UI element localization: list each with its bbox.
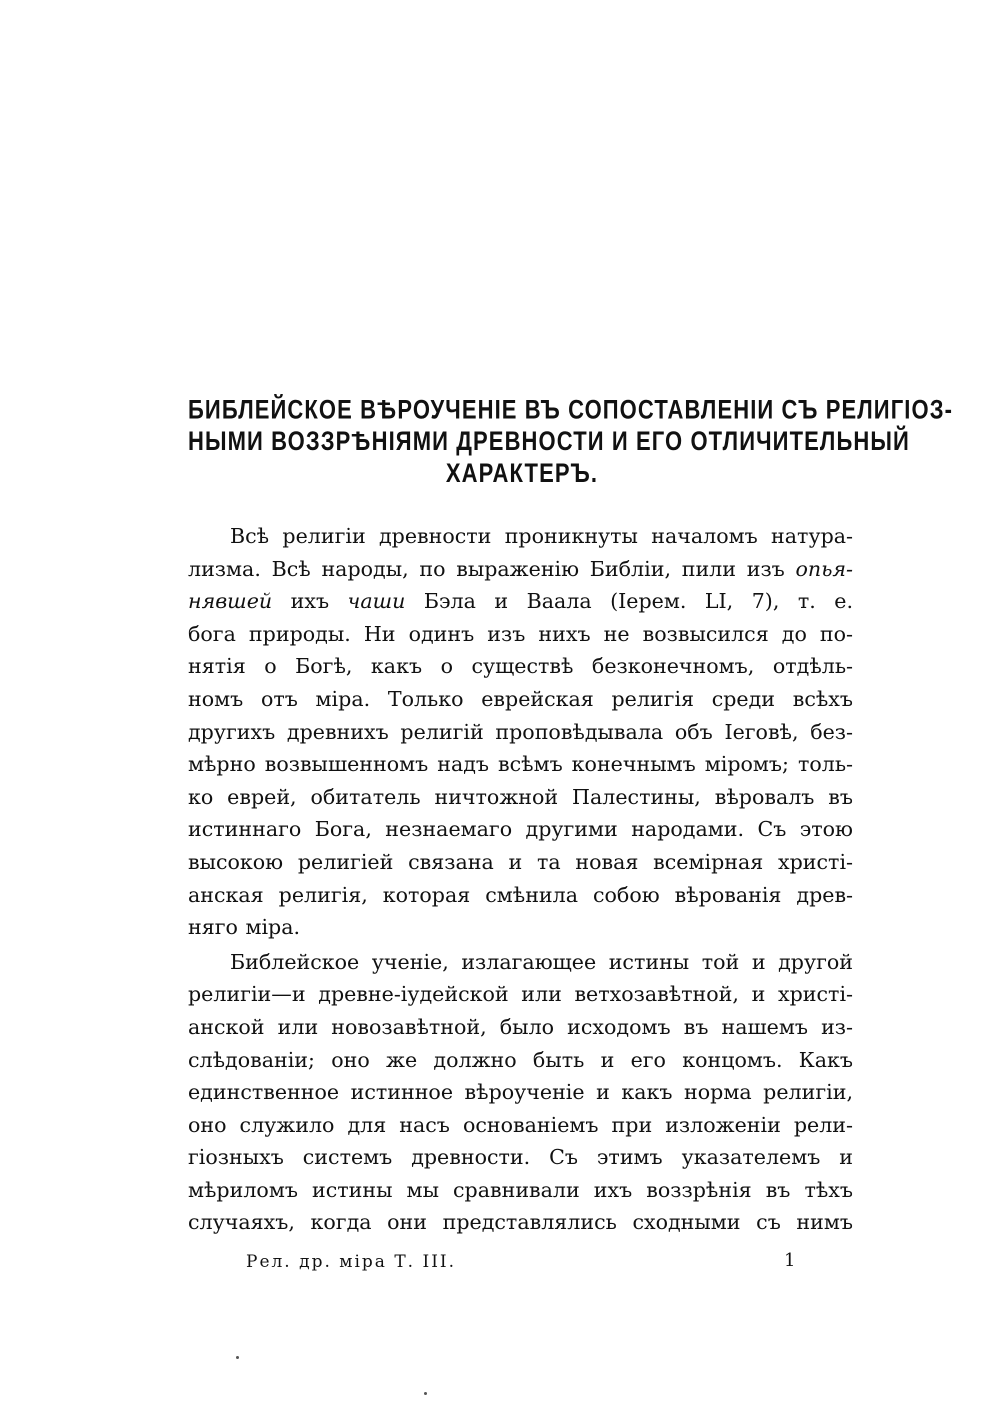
italic-text: опья- [795,556,853,581]
text-line: няго міра. [188,915,301,940]
text-line: оно служило для насъ основаніемъ при изложеніи рели- [188,1112,853,1137]
text-line: религіи—и древне-іудейской или ветхозавѣтной, и христі- [188,982,853,1007]
text-line: Всѣ религіи древности проникнуты началомъ натура- [230,524,853,548]
title-line-2: НЫМИ ВОЗЗРѢНІЯМИ ДРЕВНОСТИ И ЕГО ОТЛИЧИТЕЛЬНЫЙ [188,425,910,457]
italic-text: чаши [347,589,406,614]
text-fragment: лизма. Всѣ народы, по выраженію Библіи, пили изъ [188,556,796,581]
text-line [188,585,853,618]
text-line: анской или новозавѣтной, было исходомъ въ нашемъ из- [188,1014,853,1039]
text-line: номъ отъ міра. Только еврейская религія среди всѣхъ [188,686,853,711]
text-line: нятія о Богѣ, какъ о существѣ безконечномъ, отдѣль- [188,654,853,679]
text-line: бога природы. Ни одинъ изъ нихъ не возвысился до по- [188,621,853,646]
text-fragment: Бэла и Ваала (Іерем. LI, 7), т. е. [405,589,853,614]
text-line: анская религія, которая смѣнила собою вѣрованія древ- [188,882,853,907]
text-fragment: ихъ [272,589,348,614]
page-number: 1 [784,1250,796,1271]
title-line-3: ХАРАКТЕРЪ. [445,457,599,488]
text-line: ко еврей, обитатель ничтожной Палестины, вѣровалъ въ [188,784,853,809]
scan-speck [236,1356,239,1359]
paragraph-1 [188,520,853,944]
text-line: высокою религіей связана и та новая всемірная христі- [188,849,853,874]
chapter-title [188,394,953,489]
footer-signature: Рел. др. міра Т. III. [246,1252,457,1272]
text-line: другихъ древнихъ религій проповѣдывала объ Іеговѣ, без- [188,719,853,744]
text-line: Библейское ученіе, излагающее истины той и другой [230,949,853,974]
text-line: мѣрно возвышенномъ надъ всѣмъ конечнымъ міромъ; толь- [188,752,853,777]
text-line: истиннаго Бога, незнаемаго другими народами. Съ этою [188,817,853,842]
text-line: мѣриломъ истины мы сравнивали ихъ воззрѣнія въ тѣхъ [188,1177,853,1202]
body-text [188,520,853,1239]
italic-text: нявшей [188,589,273,614]
text-line: единственное истинное вѣроученіе и какъ норма религіи, [188,1080,853,1105]
title-line-1: БИБЛЕЙСКОЕ ВѢРОУЧЕНІЕ ВЪ СОПОСТАВЛЕНІИ СЪ РЕЛИГІОЗ- [188,394,953,425]
text-line [188,553,853,586]
text-line: слѣдованіи; оно же должно быть и его концомъ. Какъ [188,1047,853,1072]
text-line: случаяхъ, когда они представлялись сходными съ нимъ [188,1210,853,1235]
text-line: гіозныхъ системъ древности. Съ этимъ указателемъ и [188,1145,853,1170]
scan-speck [424,1392,427,1395]
paragraph-2 [188,946,853,1239]
